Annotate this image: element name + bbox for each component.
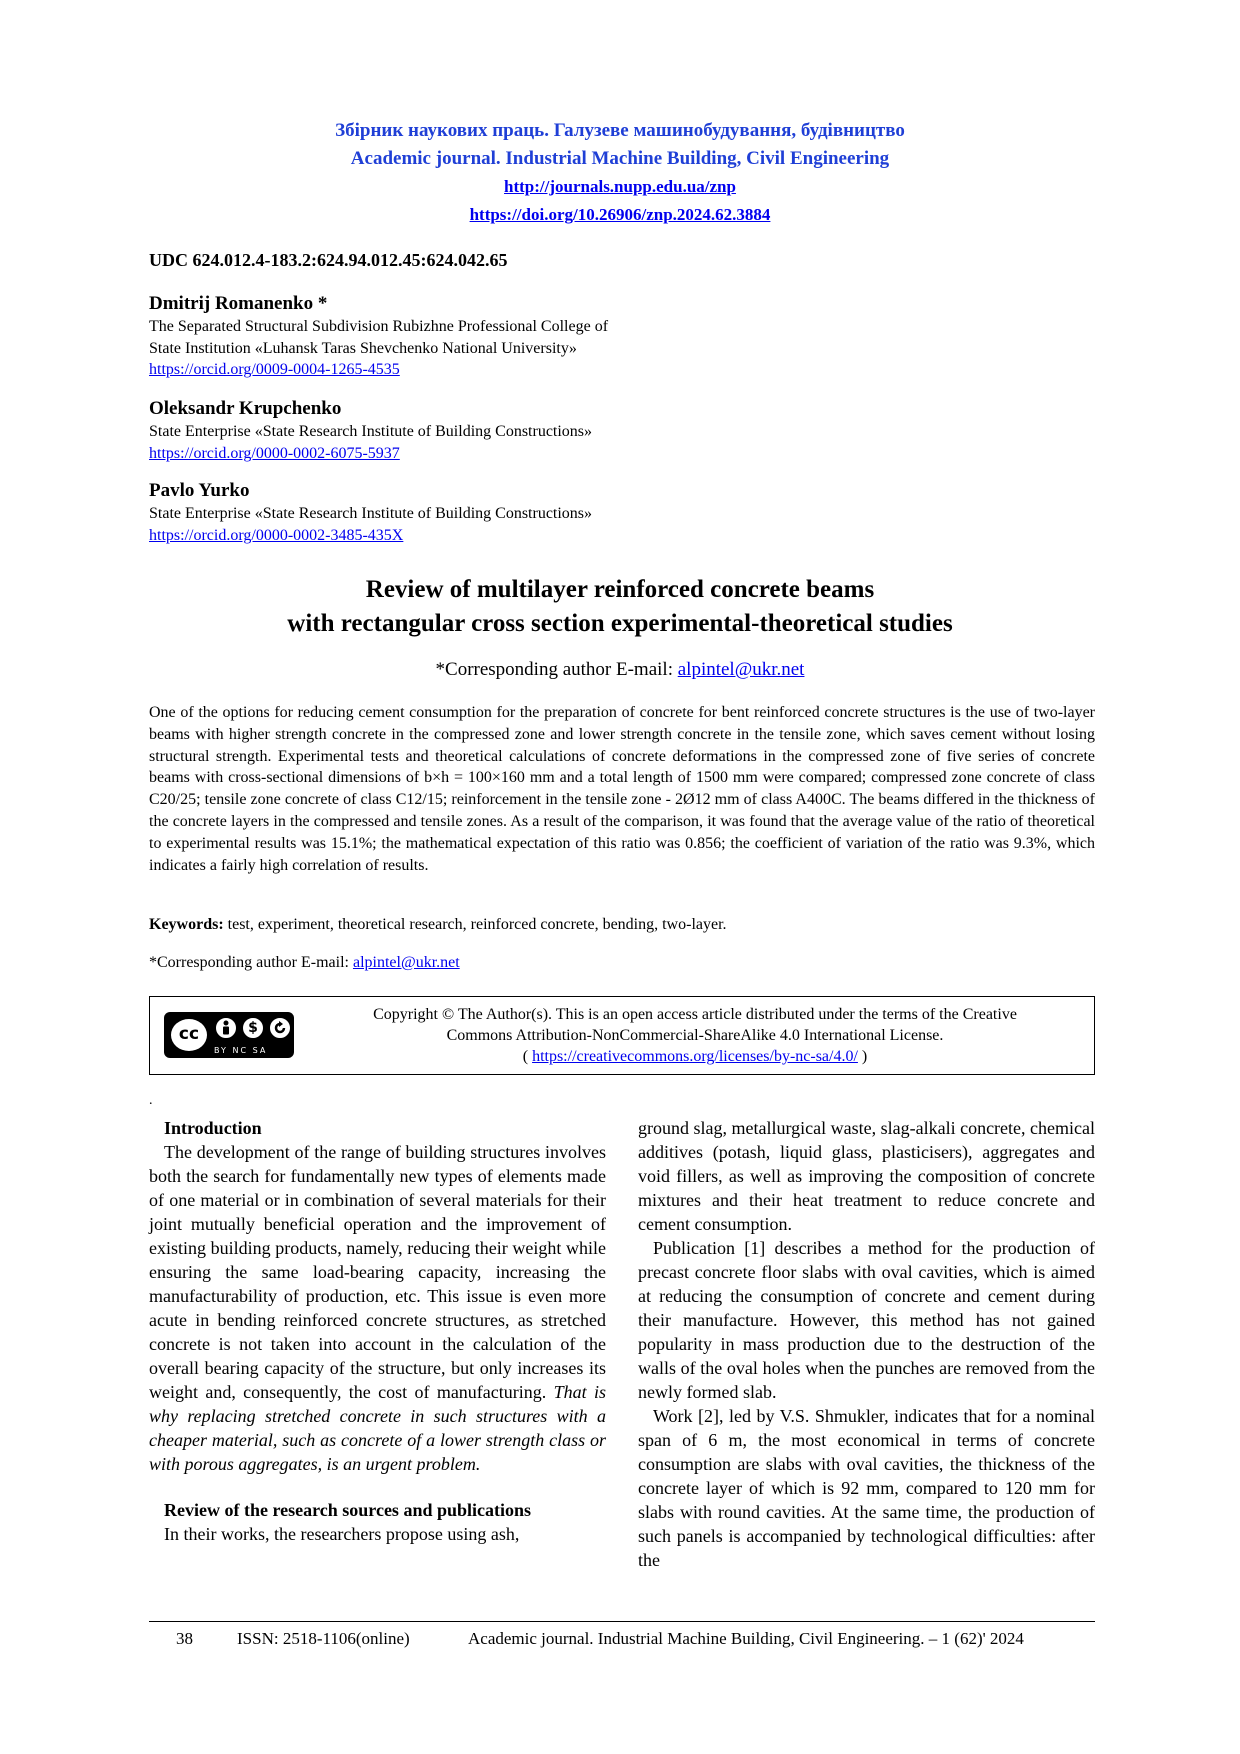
body-paragraph: ground slag, metallurgical waste, slag-alkali concrete, chemical additives (potash, liquid glass, plasticisers), aggregates and void fillers, as well as improving the composition of concrete mixtures and their heat treatment to reduce concrete and cement consumption. (638, 1118, 1095, 1234)
article-title-line: Review of multilayer reinforced concrete beams (365, 576, 875, 603)
abstract: One of the options for reducing cement consumption for the preparation of concrete for bent reinforced concrete structures is the use of two-layer beams with higher strength concrete in the compressed zone and lower strength concrete in the tensile zone, which saves cement without losing structural strength. Experimental tests and theoretical calculations of concrete deformations in the compressed zone of five series of concrete beams with cross-sectional dimensions of b×h = 100×160 mm and a total length of 1500 mm were compared; compressed zone concrete of class C20/25; tensile zone concrete of class C12/15; reinforcement in the tensile zone - 2Ø12 mm of class A400C. The beams differed in the thickness of the concrete layers in the compressed and tensile zones. As a result of the comparison, it was found that the average value of the ratio of theoretical to experimental results was 15.1%; the mathematical expectation of this ratio was 0.856; the coefficient of variation of the ratio was 9.3%, which indicates a fairly high correlation of results. (149, 704, 1095, 874)
corresponding-label: *Corresponding author E-mail: (149, 954, 353, 971)
author-affiliation: State Enterprise «State Research Institute of Building Constructions» (149, 505, 593, 522)
review-heading: Review of the research sources and publications (164, 1500, 531, 1520)
keywords (149, 916, 727, 934)
cc-license-logo-icon (164, 1012, 294, 1058)
body-paragraph: Publication [1] describes a method for the production of precast concrete floor slabs with oval cavities, which is aimed at reducing the consumption of concrete and cement during their manufacture. However, this method has not gained popularity in mass production due to the destruction of the walls of the oval holes when the punches are removed from the newly formed slab. (638, 1238, 1095, 1402)
article-title-line: with rectangular cross section experimental-theoretical studies (287, 610, 953, 637)
author-name: Oleksandr Krupchenko (149, 398, 342, 419)
author-orcid-link[interactable]: https://orcid.org/0000-0002-3485-435X (149, 526, 404, 544)
copyright-line: Commons Attribution-NonCommercial-ShareAlike 4.0 International License. (446, 1027, 944, 1044)
footer-rule (149, 1621, 1095, 1622)
by-person-icon (214, 1016, 238, 1040)
copyright-line: Copyright © The Author(s). This is an open access article distributed under the terms of the Creative (373, 1006, 1017, 1023)
author-affiliation: State Enterprise «State Research Institute of Building Constructions» (149, 423, 593, 440)
journal-header (0, 117, 1240, 229)
copyright-license-line: ( https://creativecommons.org/licenses/by-nc-sa/4.0/ ) (522, 1048, 868, 1065)
keywords-text: test, experiment, theoretical research, reinforced concrete, bending, two-layer. (223, 916, 727, 933)
article-title (0, 573, 1240, 641)
doi-link[interactable]: https://doi.org/10.26906/znp.2024.62.3884 (469, 205, 771, 224)
page-number: 38 (176, 1629, 193, 1648)
author-block-3 (149, 479, 592, 546)
journal-title-en: Academic journal. Industrial Machine Building, Civil Engineering (350, 148, 890, 169)
author-name: Dmitrij Romanenko * (149, 293, 328, 314)
corresponding-email-link[interactable]: alpintel@ukr.net (352, 954, 460, 971)
keywords-label: Keywords: (149, 916, 224, 933)
license-link[interactable]: https://creativecommons.org/licenses/by-nc-sa/4.0/ (532, 1048, 858, 1065)
author-block-1 (149, 292, 608, 381)
corresponding-label: *Corresponding author E-mail: (435, 659, 678, 680)
author-name: Pavlo Yurko (149, 480, 250, 501)
author-block-2 (149, 397, 592, 464)
intro-italic: That is why replacing stretched concrete in such structures with a cheaper material, such as concrete of a lower strength class or with porous aggregates, is an urgent problem. (149, 1382, 606, 1474)
body-paragraph: Work [2], led by V.S. Shmukler, indicates that for a nominal span of 6 m, the most economical in terms of concrete consumption are slabs with oval cavities, the thickness of the concrete layer of which is 92 mm, compared to 120 mm for slabs with round cavities. At the same time, the production of such panels is accompanied by technological difficulties: after the (638, 1406, 1095, 1570)
author-affiliation: State Institution «Luhansk Taras Shevchenko National University» (149, 339, 577, 357)
copyright-text (310, 1004, 1080, 1067)
review-paragraph: In their works, the researchers propose using ash, (164, 1524, 520, 1544)
stray-dot: . (149, 1093, 153, 1108)
sa-share-icon (268, 1016, 292, 1040)
copyright-box (149, 996, 1095, 1075)
introduction-heading: Introduction (164, 1118, 262, 1138)
author-affiliation: The Separated Structural Subdivision Rubizhne Professional College of (149, 318, 609, 335)
corresponding-author-left (149, 954, 460, 972)
journal-title-ua: Збірник наукових праць. Галузеве машинобудування, будівництво (335, 120, 905, 141)
udc-code: UDC 624.012.4-183.2:624.94.012.45:624.042.65 (149, 250, 508, 270)
corresponding-email-link[interactable]: alpintel@ukr.net (677, 659, 805, 680)
corresponding-author-center (0, 659, 1240, 681)
intro-paragraph: The development of the range of building structures involves both the search for fundamentally new types of elements made of one material or in combination of several materials for their joint mutually beneficial operation and the improvement of existing building products, namely, reducing their weight while ensuring the same load-bearing capacity, increasing the manufacturability of production, etc. This issue is even more acute in bending reinforced concrete structures, as stretched concrete is not taken into account in the calculation of the overall bearing capacity of the structure, but only increases its weight and, consequently, the cost of manufacturing. That is why replacing stretched concrete in such structures with a cheaper material, such as concrete of a lower strength class or with porous aggregates, is an urgent problem. (149, 1142, 606, 1474)
footer-issn: ISSN: 2518-1106(online) (237, 1629, 410, 1648)
footer-journal: Academic journal. Industrial Machine Building, Civil Engineering. – 1 (62)' 2024 (468, 1629, 1024, 1648)
left-column (149, 1116, 606, 1546)
cc-icon: cc (169, 1017, 209, 1053)
author-orcid-link[interactable]: https://orcid.org/0009-0004-1265-4535 (149, 361, 400, 378)
nc-dollar-icon: $ (241, 1016, 265, 1040)
cc-tags-label: BY NC SA (214, 1046, 268, 1055)
right-column (638, 1116, 1095, 1572)
journal-url-link[interactable]: http://journals.nupp.edu.ua/znp (504, 177, 736, 196)
author-orcid-link[interactable]: https://orcid.org/0000-0002-6075-5937 (149, 444, 400, 462)
